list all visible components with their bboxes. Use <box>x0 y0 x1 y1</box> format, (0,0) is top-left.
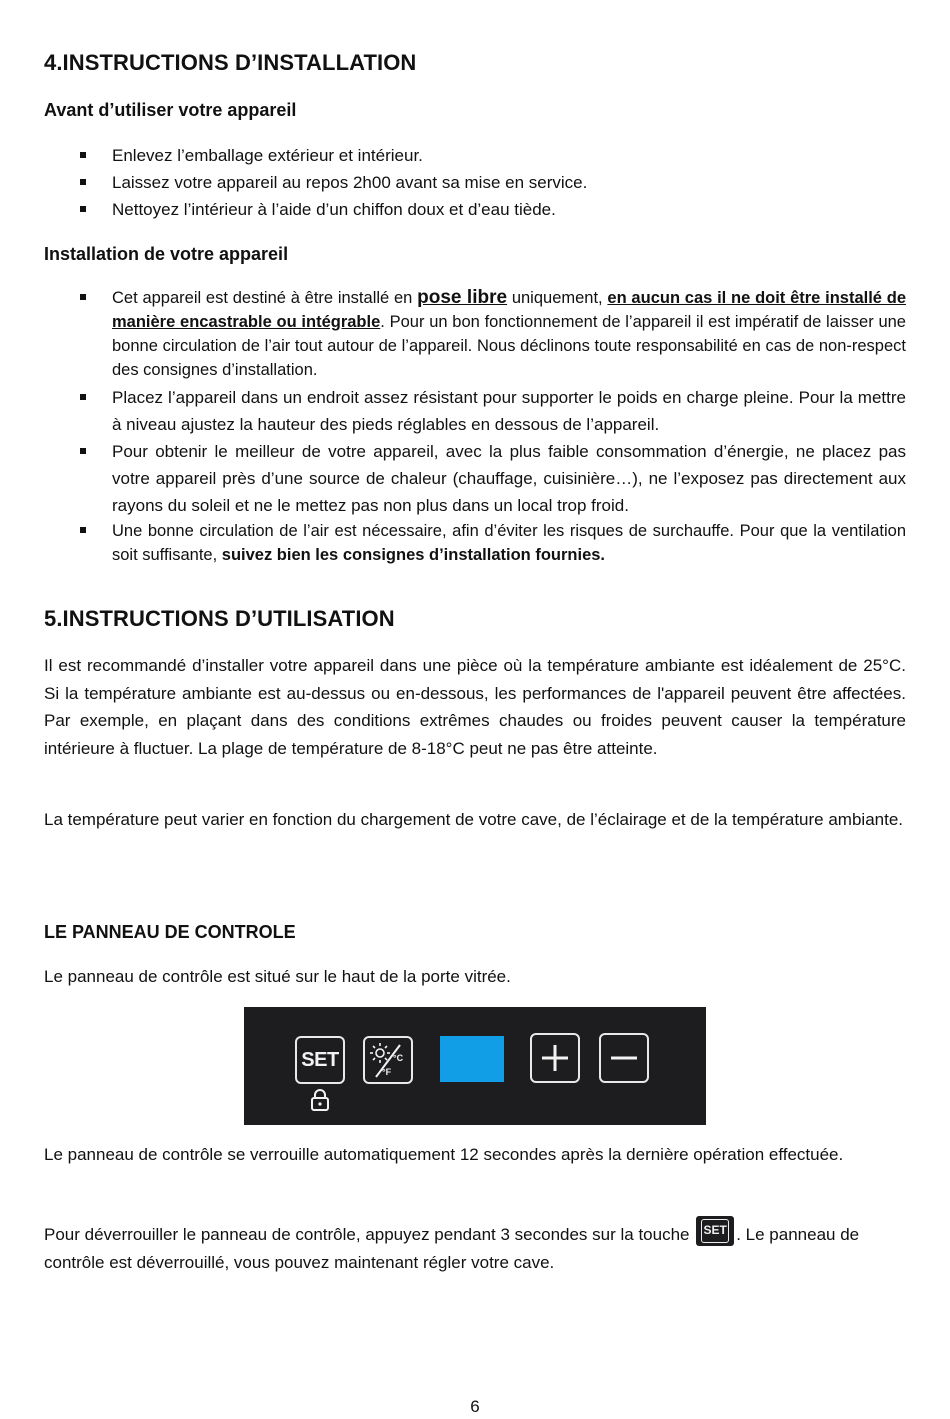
installation-list <box>44 286 906 567</box>
control-panel-intro: Le panneau de contrôle est situé sur le haut de la porte vitrée. <box>44 967 511 986</box>
minus-icon <box>606 1040 642 1076</box>
installation-warning: en aucun cas il ne doit être installé de manière encastrable ou intégrable <box>112 289 906 331</box>
installation-heading: Installation de votre appareil <box>44 244 289 264</box>
minus-button[interactable] <box>599 1033 649 1083</box>
list-item: Laissez votre appareil au repos 2h00 avant sa mise en service. <box>44 169 906 196</box>
light-unit-button[interactable] <box>363 1036 413 1084</box>
before-use-heading: Avant d’utiliser votre appareil <box>44 100 297 120</box>
bullet-icon <box>80 179 86 185</box>
installation-advice-bold: suivez bien les consignes d’installation fournies. <box>221 546 606 564</box>
pose-libre-emphasis: pose libre <box>417 287 508 308</box>
list-item: Cet appareil est destiné à être installé en pose libre uniquement, en aucun cas il ne doit être installé de manière encastrable ou intégrable. Pour un bon fonctionnement de l’appareil il est impératif de laisser une bonne circulation de l’air tout autour de l’appareil. Nous déclinons toute responsabilité en cas de non-respect des consignes d’installation. <box>44 286 906 382</box>
lock-paragraph: Le panneau de contrôle se verrouille automatiquement 12 secondes après la dernière opération effectuée. <box>44 1145 844 1164</box>
list-item: Enlevez l’emballage extérieur et intérieur. <box>44 142 906 169</box>
before-use-list <box>44 142 906 223</box>
bullet-icon <box>80 448 86 454</box>
bullet-icon <box>80 294 86 300</box>
plus-button[interactable] <box>530 1033 580 1083</box>
bullet-icon <box>80 394 86 400</box>
unlock-paragraph: Pour déverrouiller le panneau de contrôle, appuyez pendant 3 secondes sur la touche SET . Le panneau de contrôle est déverrouillé, vous pouvez maintenant régler votre cave. <box>44 1216 906 1276</box>
usage-paragraph-1: Il est recommandé d’installer votre appareil dans une pièce où la température ambiante est idéalement de 25°C. Si la température ambiante est au-dessus ou en-dessous, les performances de l'appareil peuvent être affectées. Par exemple, en plaçant dans des conditions extrêmes chaudes ou froides peuvent causer la température intérieure à fluctuer. La plage de température de 8-18°C peut ne pas être atteinte. <box>44 656 906 758</box>
section-4-title: 4.INSTRUCTIONS D’INSTALLATION <box>44 50 417 75</box>
bullet-icon <box>80 527 86 533</box>
list-item: Pour obtenir le meilleur de votre appareil, avec la plus faible consommation d’énergie, ne placez pas votre appareil près d’une source de chaleur (chauffage, cuisinière…), ne l’exposez pas directement aux rayons du soleil et ne le mettez pas non plus dans un local trop froid. <box>44 438 906 519</box>
temperature-display <box>440 1036 504 1082</box>
list-item: Nettoyez l’intérieur à l’aide d’un chiffon doux et d’eau tiède. <box>44 196 906 223</box>
usage-paragraph-2: La température peut varier en fonction du chargement de votre cave, de l’éclairage et de la température ambiante. <box>44 810 904 829</box>
svg-text:°C: °C <box>393 1053 404 1063</box>
set-button[interactable]: SET <box>295 1036 345 1084</box>
bullet-icon <box>80 152 86 158</box>
list-item: Une bonne circulation de l’air est nécessaire, afin d’éviter les risques de surchauffe. Pour que la ventilation soit suffisante, suivez bien les consignes d’installation fournies. <box>44 519 906 567</box>
light-temperature-icon <box>366 1039 410 1081</box>
section-5-title: 5.INSTRUCTIONS D’UTILISATION <box>44 606 395 631</box>
list-item: Placez l’appareil dans un endroit assez résistant pour supporter le poids en charge pleine. Pour la mettre à niveau ajustez la hauteur des pieds réglables en dessous de l’appareil. <box>44 384 906 438</box>
bullet-icon <box>80 206 86 212</box>
inline-set-button-icon: SET <box>696 1216 734 1246</box>
control-panel-image <box>244 1007 706 1125</box>
lock-icon <box>307 1088 333 1112</box>
plus-icon <box>537 1040 573 1076</box>
control-panel-heading: LE PANNEAU DE CONTROLE <box>44 922 296 942</box>
svg-text:°F: °F <box>382 1067 392 1077</box>
page-number: 6 <box>470 1397 480 1416</box>
